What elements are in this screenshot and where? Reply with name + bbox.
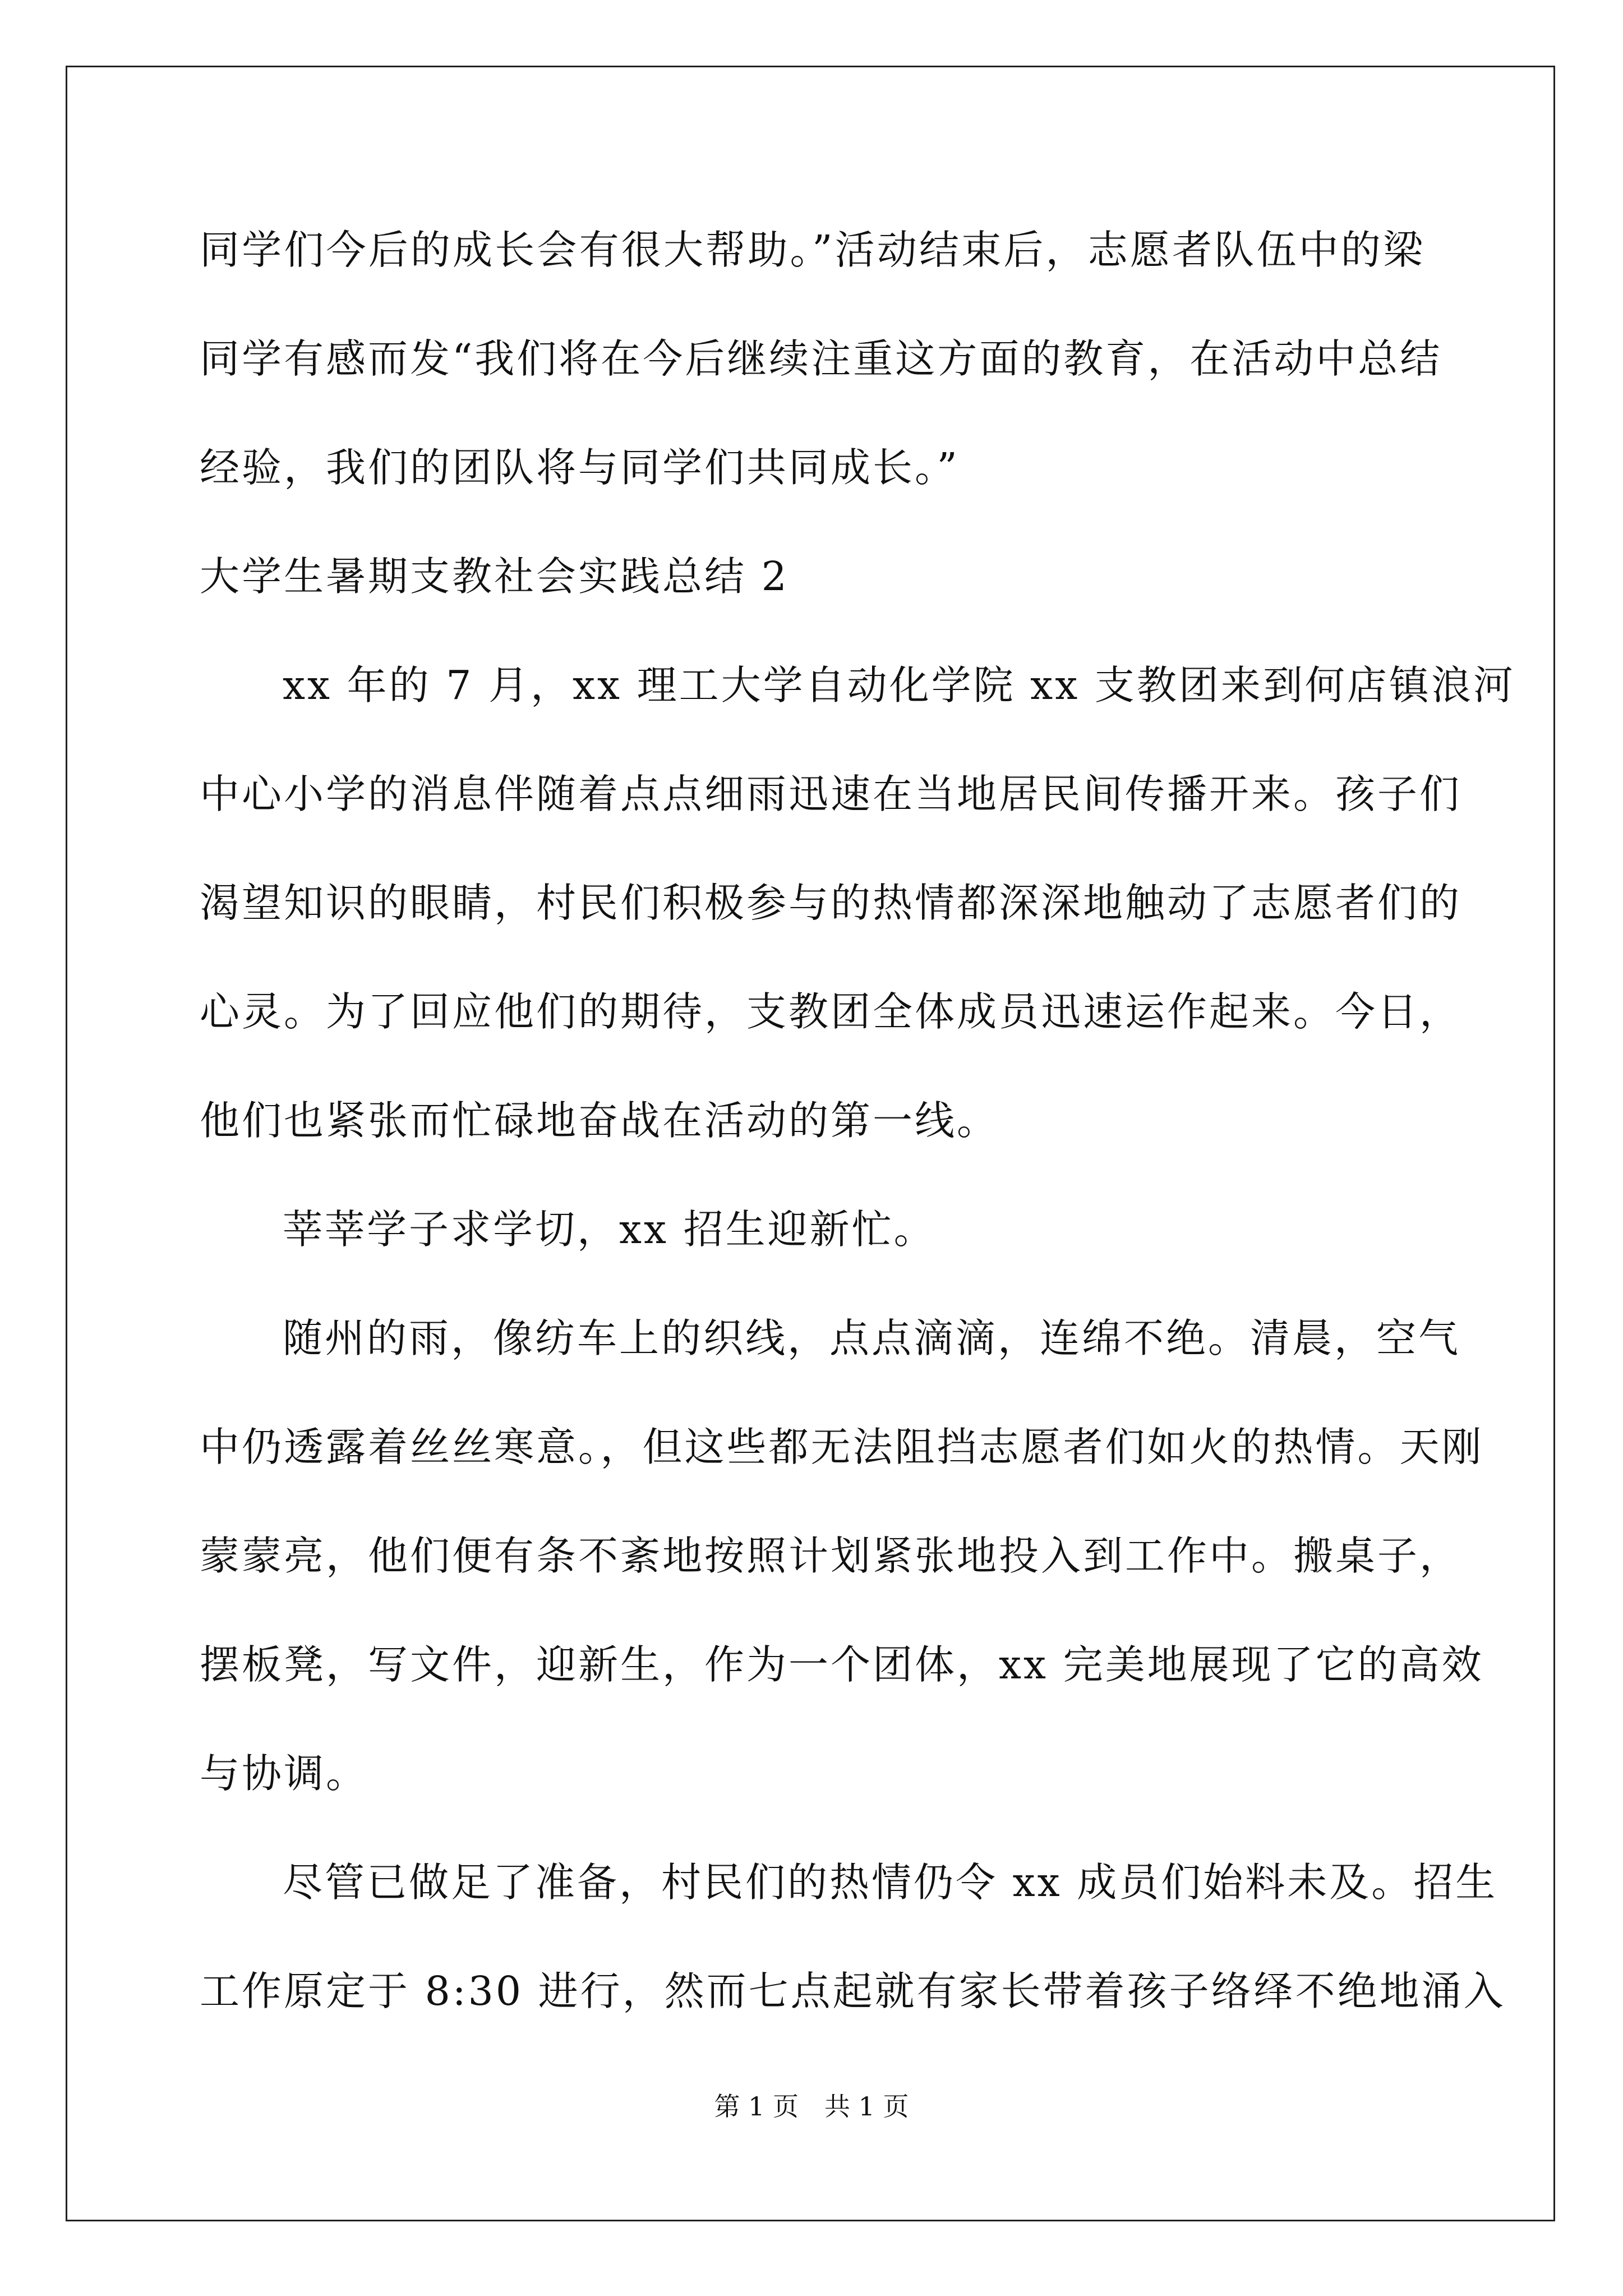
text-line: 摆板凳，写文件，迎新生，作为一个团体，xx 完美地展现了它的高效 bbox=[200, 1641, 1484, 1688]
text-line: 同学有感而发“我们将在今后继续注重这方面的教育，在活动中总结 bbox=[200, 335, 1442, 382]
text-line: 随州的雨，像纺车上的织线，点点滴滴，连绵不绝。清晨，空气 bbox=[283, 1315, 1461, 1361]
text-line: 经验，我们的团队将与同学们共同成长。” bbox=[200, 444, 960, 491]
text-line: 他们也紧张而忙碌地奋战在活动的第一线。 bbox=[200, 1097, 999, 1144]
section-heading: 大学生暑期支教社会实践总结 2 bbox=[200, 553, 789, 600]
text-line: 中心小学的消息伴随着点点细雨迅速在当地居民间传播开来。孩子们 bbox=[200, 771, 1462, 817]
text-line: 与协调。 bbox=[200, 1750, 368, 1797]
text-line: 蒙蒙亮，他们便有条不紊地按照计划紧张地投入到工作中。搬桌子， bbox=[200, 1533, 1462, 1579]
text-line: 心灵。为了回应他们的期待，支教团全体成员迅速运作起来。今日， bbox=[200, 988, 1462, 1035]
text-line: 尽管已做足了准备，村民们的热情仍令 xx 成员们始料未及。招生 bbox=[283, 1859, 1498, 1906]
text-line: 渴望知识的眼睛，村民们积极参与的热情都深深地触动了志愿者们的 bbox=[200, 880, 1462, 926]
text-line: xx 年的 7 月，xx 理工大学自动化学院 xx 支教团来到何店镇浪河 bbox=[283, 662, 1515, 708]
text-line: 莘莘学子求学切，xx 招生迎新忙。 bbox=[283, 1206, 936, 1253]
page-footer: 第 1 页 共 1 页 bbox=[714, 2091, 909, 2122]
text-line: 同学们今后的成长会有很大帮助。”活动结束后，志愿者队伍中的梁 bbox=[200, 227, 1425, 273]
text-line: 中仍透露着丝丝寒意。，但这些都无法阻挡志愿者们如火的热情。天刚 bbox=[200, 1424, 1484, 1470]
text-line: 工作原定于 8:30 进行，然而七点起就有家长带着孩子络绎不绝地涌入 bbox=[200, 1968, 1506, 2014]
